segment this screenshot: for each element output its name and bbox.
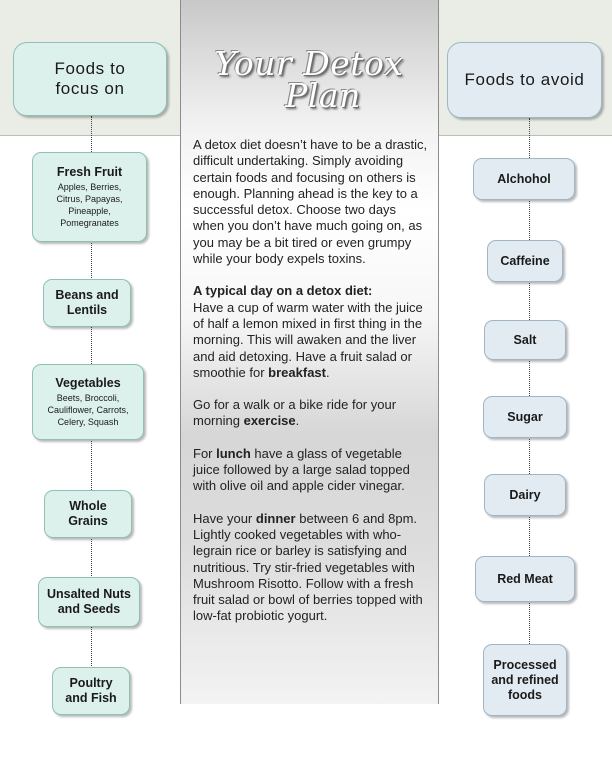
avoid-item-label: Salt bbox=[513, 332, 537, 347]
avoid-item-label: and refined bbox=[491, 672, 559, 687]
avoid-header-label: Foods to avoid bbox=[464, 70, 585, 89]
typical-day-heading: A typical day on a detox diet: bbox=[193, 283, 373, 299]
focus-item-title: Poultry bbox=[69, 676, 113, 690]
dinner-text-end: between 6 and 8pm. Lightly cooked vegetables with wholegrain rice or barley is satisfying and nutritious. Try stir-fried vegetables with Mushroom Risotto. Follow with a fresh fruit salad or bowl of berries topped with low-fat probiotic yogurt. bbox=[193, 510, 423, 624]
focus-item-title: Grains bbox=[68, 514, 108, 528]
walk-end: . bbox=[295, 413, 300, 429]
focus-item-detail: Cauliflower, Carrots, bbox=[47, 405, 129, 415]
focus-item-title: Unsalted Nuts bbox=[46, 587, 132, 601]
walk-bold: exercise bbox=[243, 413, 296, 429]
avoid-item-salt bbox=[484, 320, 566, 360]
walk-paragraph bbox=[193, 397, 429, 430]
typical-day-paragraph bbox=[193, 283, 429, 381]
focus-item-detail: Apples, Berries, bbox=[57, 182, 122, 192]
avoid-item-caffeine bbox=[487, 240, 563, 282]
title-line-2: Plan bbox=[285, 76, 361, 115]
dinner-paragraph bbox=[193, 511, 429, 625]
focus-item-title: Fresh Fruit bbox=[56, 165, 123, 179]
focus-item-detail: Pomegranates bbox=[60, 218, 119, 228]
focus-item-detail: Celery, Squash bbox=[57, 417, 119, 427]
intro-paragraph: A detox diet doesn’t have to be a drastic, difficult undertaking. Simply avoiding certain foods and focusing on others is enough. Planning ahead is the key to a successful detox. Choose two days when you don’t have much going on, as you may be a bit tired or even grumpy while your body expels toxins. bbox=[193, 137, 428, 267]
avoid-item-alchohol bbox=[473, 158, 575, 200]
avoid-item-label: foods bbox=[507, 687, 543, 702]
avoid-item-label: Alchohol bbox=[497, 171, 551, 186]
avoid-item-label: Caffeine bbox=[500, 253, 550, 268]
avoid-item-sugar bbox=[483, 396, 567, 438]
title-line-1: Your Detox bbox=[214, 44, 404, 83]
focus-item-fresh-fruit bbox=[32, 152, 147, 242]
focus-header-line-1: Foods to bbox=[54, 59, 126, 78]
focus-item-title: Whole bbox=[69, 499, 107, 513]
focus-item-detail: Citrus, Papayas, bbox=[56, 194, 123, 204]
avoid-header-box bbox=[447, 42, 602, 118]
typical-day-text: Have a cup of warm water with the juice of half a lemon mixed in first thing in the morning. This will awaken and the liver and aid detoxing. Have a fruit salad or smoothie for bbox=[193, 299, 423, 380]
focus-item-title: Beans and bbox=[55, 288, 119, 302]
lunch-bold: lunch bbox=[216, 445, 251, 461]
focus-item-title: Lentils bbox=[66, 303, 108, 317]
lunch-text-end: have a glass of vegetable juice followed by a large salad topped with olive oil and apple cider vinegar. bbox=[193, 445, 410, 494]
focus-item-detail: Pineapple, bbox=[68, 206, 111, 216]
focus-header-box bbox=[13, 42, 167, 116]
focus-item-whole-grains bbox=[44, 490, 132, 538]
focus-item-nuts-seeds bbox=[38, 577, 140, 627]
focus-item-beans-lentils bbox=[43, 279, 131, 327]
focus-item-title: and Fish bbox=[65, 691, 117, 705]
dinner-text-start: Have your bbox=[193, 510, 253, 526]
avoid-item-dairy bbox=[484, 474, 566, 516]
focus-item-vegetables bbox=[32, 364, 144, 440]
walk-text: Go for a walk or a bike ride for your morning bbox=[193, 397, 397, 429]
avoid-item-processed-foods bbox=[483, 644, 567, 716]
focus-header-line-2: focus on bbox=[55, 79, 125, 98]
focus-item-detail: Beets, Broccoli, bbox=[56, 393, 120, 403]
lunch-paragraph bbox=[193, 446, 429, 495]
avoid-item-label: Processed bbox=[493, 657, 557, 672]
avoid-item-red-meat bbox=[475, 556, 575, 602]
dinner-bold: dinner bbox=[255, 510, 296, 526]
lunch-text-start: For bbox=[193, 445, 213, 461]
avoid-item-label: Red Meat bbox=[497, 571, 553, 586]
focus-item-title: Vegetables bbox=[55, 376, 121, 390]
focus-item-title: and Seeds bbox=[57, 602, 121, 616]
page-title bbox=[198, 44, 420, 115]
focus-item-poultry-fish bbox=[52, 667, 130, 715]
avoid-item-label: Dairy bbox=[509, 487, 541, 502]
detox-plan-body bbox=[193, 137, 429, 641]
typical-day-bold: breakfast bbox=[268, 364, 326, 380]
typical-day-end: . bbox=[325, 364, 330, 380]
avoid-item-label: Sugar bbox=[507, 409, 543, 424]
